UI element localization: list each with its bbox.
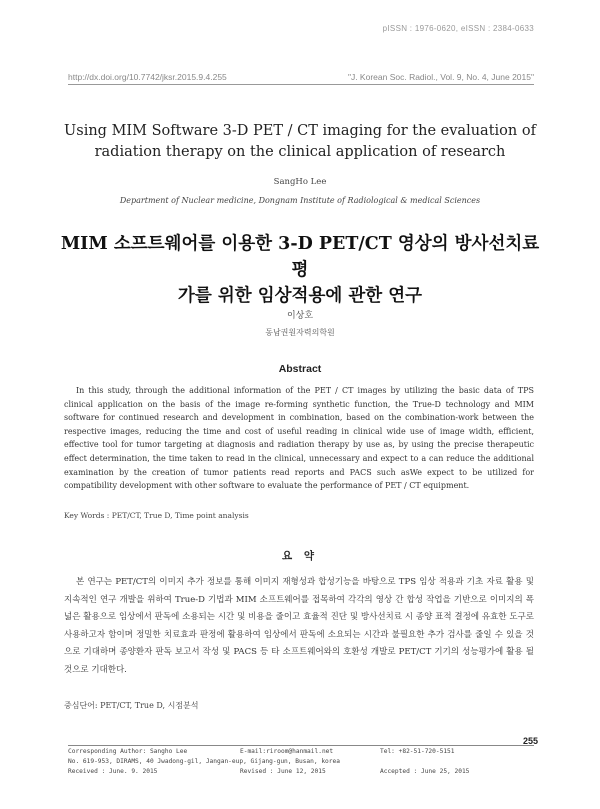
author-address: No. 619-953, DIRAMS, 40 Jwadong-gil, Jangan-eup, Gijang-gun, Busan, korea: [68, 758, 340, 765]
footer-correspondence: [68, 745, 534, 777]
affiliation-korean: 동남권원자력의학원: [265, 328, 335, 337]
received-date: Received : June. 9. 2015: [68, 768, 158, 775]
keywords-english: Key Words : PET/CT, True D, Time point analysis: [64, 511, 249, 520]
korean-summary-text: 본 연구는 PET/CT의 이미지 추가 정보를 통해 이미지 재형성과 합성기능을 바탕으로 TPS 임상 적용과 기초 자료 활용 및 지속적인 연구 개발을 위하여 True-D 기법과 MIM 소프트웨어를 접목하여 각각의 영상 간 합성 작업을 기반으로 이미지의 폭 넓은 활용으로 임상에서 판독에 소용되는 시간 및 비용을 줄이고 효율적 진단 및 방사선치료 시 종양 표적 결정에 유효한 도구로 사용하고자 함이며 정밀한 치료효과 판정에 활용하여 임상에서 판독에 소요되는 시간과 불필요한 추가 검사를 줄일 수 있을 것으로 기대하며 종양환자 판독 보고서 작성 및 PACS 등 타 소프트웨어와의 호환성 개발로 PET/CT 기기의 성능평가에 활용 될 것으로 기대한다.: [64, 577, 534, 675]
english-title: [60, 121, 540, 163]
author-korean: 이상호: [286, 311, 314, 321]
doi-link[interactable]: http://dx.doi.org/10.7742/jksr.2015.9.4.255: [68, 72, 227, 82]
header-divider: [68, 84, 534, 85]
korean-title-line-1: MIM 소프트웨어를 이용한 3-D PET/CT 영상의 방사선치료 평: [60, 234, 540, 280]
author-tel: Tel: +82-51-720-5151: [380, 748, 455, 755]
keywords-korean: 중심단어: PET/CT, True D, 시점분석: [64, 701, 199, 710]
korean-title-line-2: 가를 위한 임상적용에 관한 연구: [177, 286, 423, 306]
corresponding-author: Corresponding Author: Sangho Lee: [68, 748, 188, 755]
author-email[interactable]: E-mail:riroom@hanmail.net: [240, 748, 334, 755]
english-title-line-1: Using MIM Software 3-D PET / CT imaging for the evaluation of: [64, 123, 536, 139]
english-title-line-2: radiation therapy on the clinical application of research: [94, 144, 506, 160]
journal-citation: "J. Korean Soc. Radiol., Vol. 9, No. 4, June 2015": [347, 72, 534, 82]
accepted-date: Accepted : June 25, 2015: [380, 768, 470, 775]
abstract-text: In this study, through the additional information of the PET / CT images by utilizing the basic data of TPS clinical application on the basis of the image re-forming synthetic function, the True-D technology and MIM software for continued research and development in combination, based on the combination-work between the respective images, reducing the time and cost of useful reading in clinical wide use of image width, efficient, effective tool for tumor targeting at diagnosis and radiation therapy by use as, by using the precise therapeutic effect determination, the time taken to read in the clinical, unnecessary and expect to a can reduce the additional examination by the creation of tumor patients read reports and PACS such asWe expect to be utilized for compatibility development with other software to evaluate the performance of PET / CT equipment.: [64, 386, 534, 491]
revised-date: Revised : June 12, 2015: [240, 768, 326, 775]
author-english: SangHo Lee: [273, 177, 327, 187]
abstract-heading: Abstract: [278, 363, 322, 375]
issn-line: pISSN : 1976-0620, eISSN : 2384-0633: [382, 24, 534, 33]
department-english: Department of Nuclear medicine, Dongnam Institute of Radiological & medical Sciences: [119, 196, 481, 205]
korean-title: [55, 231, 545, 309]
page-number: 255: [522, 736, 538, 746]
korean-summary-heading: 요 약: [282, 550, 318, 562]
